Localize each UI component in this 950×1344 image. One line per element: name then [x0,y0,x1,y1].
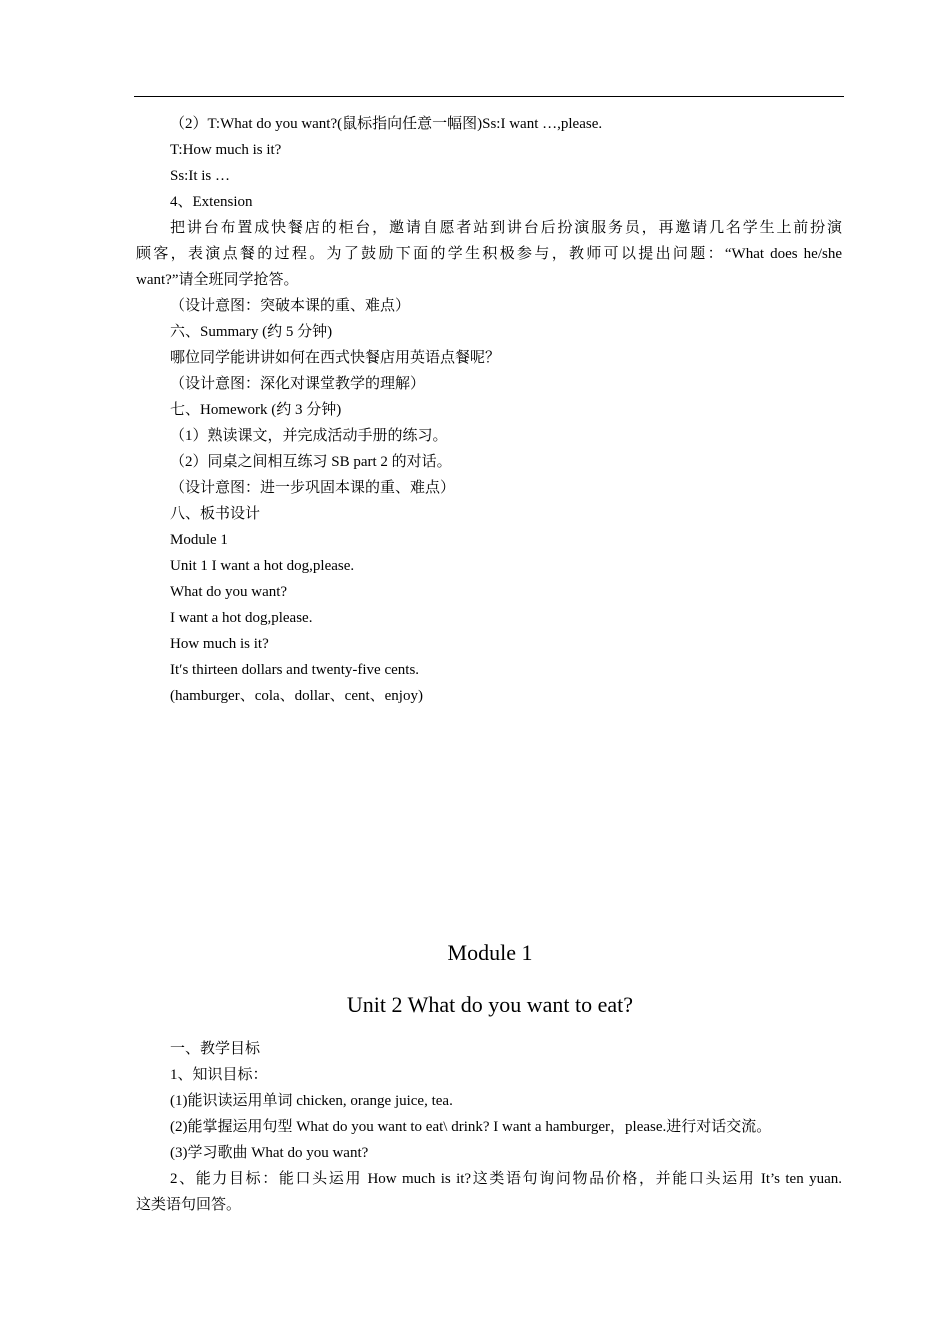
paragraph-line: 这类语句回答。 [136,1197,242,1213]
paragraph-line: 顾客，表演点餐的过程。为了鼓励下面的学生积极参与，教师可以提出问题：“What does he/she [136,246,842,262]
text-line: （1）熟读课文，并完成活动手册的练习。 [170,428,448,444]
text-line: （设计意图：进一步巩固本课的重、难点） [170,480,456,496]
text-line: (2)能掌握运用句型 What do you want to eat\ drink? I want a hamburger，please.进行对话交流。 [170,1119,772,1135]
section-heading: 八、板书设计 [170,506,261,522]
dialogue-line: Ss:It is … [170,168,231,184]
board-line: What do you want? [170,584,288,600]
paragraph-line: 2、能力目标：能口头运用 How much is it?这类语句询问物品价格，并能口头运用 It’s ten yuan. [170,1171,842,1187]
unit-title: Unit 2 What do you want to eat? [346,992,634,1017]
section-heading: 七、Homework (约 3 分钟) [170,402,342,418]
board-line: I want a hot dog,please. [170,610,313,626]
board-line: It′s thirteen dollars and twenty-five cents. [170,662,420,678]
text-line: (3)学习歌曲 What do you want? [170,1145,369,1161]
text-line: （设计意图：突破本课的重、难点） [170,298,411,314]
step-heading: 4、Extension [170,194,253,210]
section-heading: 一、教学目标 [170,1041,261,1057]
board-line: (hamburger、cola、dollar、cent、enjoy) [170,688,423,704]
module-title: Module 1 [447,940,533,965]
text-line: 1、知识目标： [170,1067,268,1083]
text-line: (1)能识读运用单词 chicken, orange juice, tea. [170,1093,453,1109]
dialogue-line: （2）T:What do you want?(鼠标指向任意一幅图)Ss:I want …,please. [170,116,603,132]
board-line: Module 1 [170,532,228,548]
paragraph-line: 把讲台布置成快餐店的柜台，邀请自愿者站到讲台后扮演服务员，再邀请几名学生上前扮演 [170,220,842,236]
header-rule [134,96,844,97]
board-line: How much is it? [170,636,269,652]
section-heading: 六、Summary (约 5 分钟) [170,324,333,340]
text-line: （2）同桌之间相互练习 SB part 2 的对话。 [170,454,452,470]
paragraph-line: want?”请全班同学抢答。 [136,272,299,288]
text-line: （设计意图：深化对课堂教学的理解） [170,376,426,392]
board-line: Unit 1 I want a hot dog,please. [170,558,355,574]
text-line: 哪位同学能讲讲如何在西式快餐店用英语点餐呢？ [170,350,501,366]
dialogue-line: T:How much is it? [170,142,282,158]
